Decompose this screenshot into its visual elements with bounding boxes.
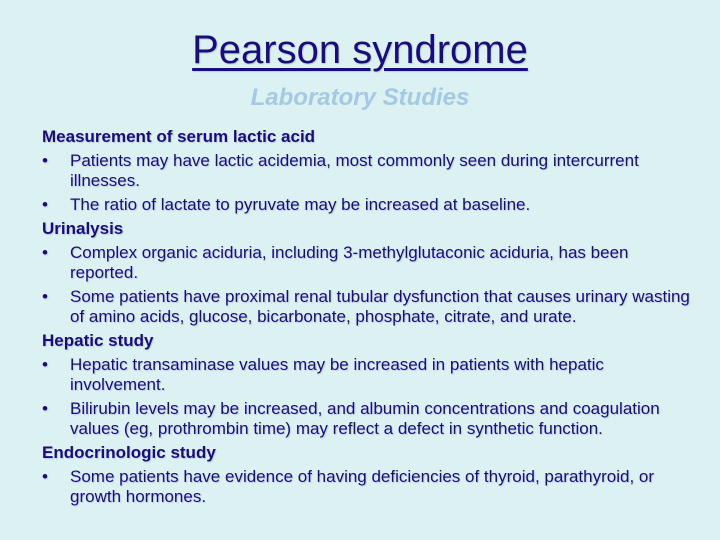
bullet-icon: • [42, 467, 48, 486]
bullet-text: Complex organic aciduria, including 3-methylglutaconic aciduria, has been reported. [70, 243, 629, 282]
bullet-text: Hepatic transaminase values may be increased in patients with hepatic involvement. [70, 355, 604, 394]
bullet-icon: • [42, 399, 48, 418]
list-item [42, 355, 692, 395]
list-item [42, 195, 692, 215]
bullet-icon: • [42, 151, 48, 170]
bullet-icon: • [42, 195, 48, 214]
bullet-icon: • [42, 287, 48, 306]
list-item [42, 243, 692, 283]
bullet-text: Some patients have evidence of having deficiencies of thyroid, parathyroid, or growth hormones. [70, 467, 655, 506]
bullet-icon: • [42, 243, 48, 262]
slide-subtitle: Laboratory Studies [250, 84, 470, 111]
list-item [42, 399, 692, 439]
bullet-text: Bilirubin levels may be increased, and albumin concentrations and coagulation values (eg, prothrombin time) may reflect a defect in synthetic function. [70, 399, 660, 438]
section-heading-lactic-acid: Measurement of serum lactic acid [42, 127, 316, 146]
list-item [42, 151, 692, 191]
section-heading-endocrinologic: Endocrinologic study [42, 443, 216, 462]
slide-title: Pearson syndrome [192, 28, 528, 72]
list-item [42, 467, 692, 507]
bullet-icon: • [42, 355, 48, 374]
slide-content [42, 127, 692, 507]
list-item [42, 287, 692, 327]
bullet-text: Some patients have proximal renal tubular dysfunction that causes urinary wasting of amino acids, glucose, bicarbonate, phosphate, citrate, and urate. [70, 287, 690, 326]
section-heading-urinalysis: Urinalysis [42, 219, 124, 238]
bullet-text: Patients may have lactic acidemia, most commonly seen during intercurrent illnesses. [70, 151, 639, 190]
section-heading-hepatic: Hepatic study [42, 331, 154, 350]
bullet-text: The ratio of lactate to pyruvate may be increased at baseline. [70, 195, 531, 214]
